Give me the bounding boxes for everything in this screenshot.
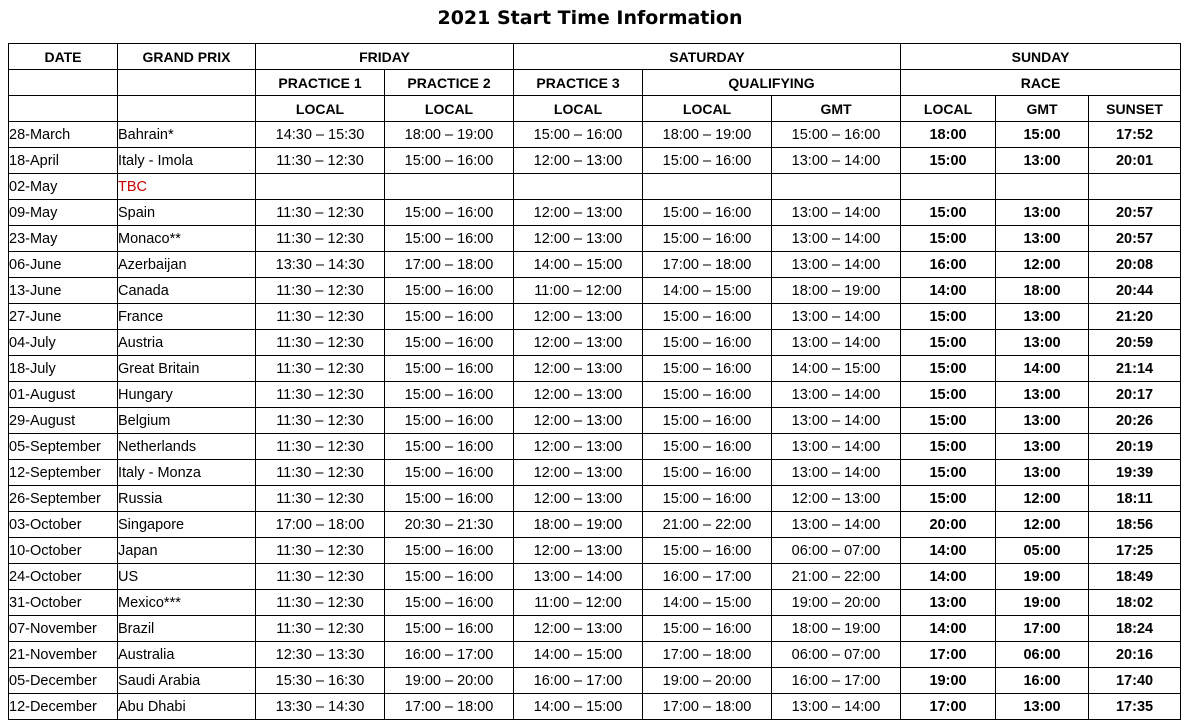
table-row xyxy=(9,434,1181,460)
practice-1-local-cell: 12:30 – 13:30 xyxy=(256,642,385,668)
date-cell: 01-August xyxy=(9,382,118,408)
practice-1-local-cell: 11:30 – 12:30 xyxy=(256,486,385,512)
date-cell: 23-May xyxy=(9,226,118,252)
race-local-cell: 16:00 xyxy=(901,252,996,278)
practice-2-local-cell: 15:00 – 16:00 xyxy=(385,330,514,356)
table-row xyxy=(9,460,1181,486)
header-practice-3: PRACTICE 3 xyxy=(514,70,643,96)
grand-prix-cell: TBC xyxy=(118,174,256,200)
date-cell: 18-April xyxy=(9,148,118,174)
race-gmt-cell: 16:00 xyxy=(996,668,1089,694)
practice-1-local-cell: 11:30 – 12:30 xyxy=(256,564,385,590)
race-local-cell: 17:00 xyxy=(901,642,996,668)
table-row xyxy=(9,512,1181,538)
practice-2-local-cell: 15:00 – 16:00 xyxy=(385,382,514,408)
race-gmt-cell: 13:00 xyxy=(996,226,1089,252)
header-empty xyxy=(118,96,256,122)
sunset-cell: 20:17 xyxy=(1089,382,1181,408)
practice-3-local-cell: 12:00 – 13:00 xyxy=(514,200,643,226)
grand-prix-cell: Italy - Imola xyxy=(118,148,256,174)
practice-1-local-cell: 11:30 – 12:30 xyxy=(256,148,385,174)
race-gmt-cell: 13:00 xyxy=(996,434,1089,460)
qualifying-local-cell: 15:00 – 16:00 xyxy=(643,460,772,486)
table-row xyxy=(9,408,1181,434)
qualifying-gmt-cell: 13:00 – 14:00 xyxy=(772,434,901,460)
qualifying-local-cell: 15:00 – 16:00 xyxy=(643,148,772,174)
qualifying-local-cell: 14:00 – 15:00 xyxy=(643,590,772,616)
practice-1-local-cell: 17:00 – 18:00 xyxy=(256,512,385,538)
race-gmt-cell: 13:00 xyxy=(996,200,1089,226)
grand-prix-cell: Singapore xyxy=(118,512,256,538)
practice-1-local-cell: 11:30 – 12:30 xyxy=(256,278,385,304)
qualifying-local-cell: 15:00 – 16:00 xyxy=(643,434,772,460)
race-local-cell: 15:00 xyxy=(901,304,996,330)
race-gmt-cell: 13:00 xyxy=(996,694,1089,720)
table-row xyxy=(9,200,1181,226)
qualifying-local-cell: 19:00 – 20:00 xyxy=(643,668,772,694)
practice-3-local-cell xyxy=(514,174,643,200)
practice-3-local-cell: 15:00 – 16:00 xyxy=(514,122,643,148)
header-qualifying: QUALIFYING xyxy=(643,70,901,96)
qualifying-local-cell: 16:00 – 17:00 xyxy=(643,564,772,590)
race-gmt-cell: 14:00 xyxy=(996,356,1089,382)
qualifying-local-cell: 14:00 – 15:00 xyxy=(643,278,772,304)
header-local: LOCAL xyxy=(901,96,996,122)
qualifying-gmt-cell: 13:00 – 14:00 xyxy=(772,512,901,538)
practice-3-local-cell: 14:00 – 15:00 xyxy=(514,694,643,720)
header-local: LOCAL xyxy=(385,96,514,122)
header-local: LOCAL xyxy=(643,96,772,122)
practice-3-local-cell: 12:00 – 13:00 xyxy=(514,616,643,642)
grand-prix-cell: Netherlands xyxy=(118,434,256,460)
date-cell: 04-July xyxy=(9,330,118,356)
date-cell: 12-December xyxy=(9,694,118,720)
practice-1-local-cell: 11:30 – 12:30 xyxy=(256,330,385,356)
practice-1-local-cell: 15:30 – 16:30 xyxy=(256,668,385,694)
header-row-zones xyxy=(9,96,1181,122)
date-cell: 06-June xyxy=(9,252,118,278)
practice-1-local-cell: 13:30 – 14:30 xyxy=(256,694,385,720)
practice-2-local-cell: 20:30 – 21:30 xyxy=(385,512,514,538)
race-gmt-cell: 13:00 xyxy=(996,460,1089,486)
table-row xyxy=(9,382,1181,408)
practice-1-local-cell: 11:30 – 12:30 xyxy=(256,356,385,382)
practice-2-local-cell: 15:00 – 16:00 xyxy=(385,460,514,486)
practice-3-local-cell: 12:00 – 13:00 xyxy=(514,330,643,356)
qualifying-gmt-cell: 13:00 – 14:00 xyxy=(772,200,901,226)
race-local-cell: 15:00 xyxy=(901,200,996,226)
sunset-cell: 20:26 xyxy=(1089,408,1181,434)
practice-3-local-cell: 12:00 – 13:00 xyxy=(514,538,643,564)
race-local-cell: 18:00 xyxy=(901,122,996,148)
schedule-table xyxy=(8,43,1181,720)
grand-prix-cell: Canada xyxy=(118,278,256,304)
race-gmt-cell: 12:00 xyxy=(996,512,1089,538)
qualifying-local-cell xyxy=(643,174,772,200)
race-gmt-cell: 12:00 xyxy=(996,486,1089,512)
practice-3-local-cell: 12:00 – 13:00 xyxy=(514,148,643,174)
race-local-cell: 15:00 xyxy=(901,356,996,382)
table-row xyxy=(9,486,1181,512)
practice-1-local-cell: 11:30 – 12:30 xyxy=(256,226,385,252)
race-gmt-cell: 13:00 xyxy=(996,330,1089,356)
race-gmt-cell: 19:00 xyxy=(996,564,1089,590)
grand-prix-cell: Italy - Monza xyxy=(118,460,256,486)
date-cell: 18-July xyxy=(9,356,118,382)
qualifying-gmt-cell: 18:00 – 19:00 xyxy=(772,616,901,642)
race-local-cell: 13:00 xyxy=(901,590,996,616)
header-local: LOCAL xyxy=(514,96,643,122)
practice-2-local-cell: 15:00 – 16:00 xyxy=(385,226,514,252)
qualifying-gmt-cell: 13:00 – 14:00 xyxy=(772,460,901,486)
grand-prix-cell: Australia xyxy=(118,642,256,668)
race-local-cell: 15:00 xyxy=(901,460,996,486)
race-gmt-cell: 12:00 xyxy=(996,252,1089,278)
sunset-cell: 20:44 xyxy=(1089,278,1181,304)
sunset-cell: 17:35 xyxy=(1089,694,1181,720)
practice-3-local-cell: 13:00 – 14:00 xyxy=(514,564,643,590)
qualifying-gmt-cell: 13:00 – 14:00 xyxy=(772,226,901,252)
practice-1-local-cell: 11:30 – 12:30 xyxy=(256,616,385,642)
grand-prix-cell: Great Britain xyxy=(118,356,256,382)
table-row xyxy=(9,252,1181,278)
grand-prix-cell: Abu Dhabi xyxy=(118,694,256,720)
date-cell: 28-March xyxy=(9,122,118,148)
table-row xyxy=(9,226,1181,252)
table-row xyxy=(9,278,1181,304)
race-gmt-cell: 13:00 xyxy=(996,408,1089,434)
header-friday: FRIDAY xyxy=(256,44,514,70)
table-row xyxy=(9,668,1181,694)
race-gmt-cell: 13:00 xyxy=(996,382,1089,408)
date-cell: 03-October xyxy=(9,512,118,538)
qualifying-local-cell: 17:00 – 18:00 xyxy=(643,252,772,278)
race-local-cell xyxy=(901,174,996,200)
grand-prix-cell: Bahrain* xyxy=(118,122,256,148)
practice-2-local-cell: 16:00 – 17:00 xyxy=(385,642,514,668)
date-cell: 24-October xyxy=(9,564,118,590)
date-cell: 31-October xyxy=(9,590,118,616)
qualifying-gmt-cell: 13:00 – 14:00 xyxy=(772,382,901,408)
sunset-cell: 18:56 xyxy=(1089,512,1181,538)
practice-1-local-cell: 11:30 – 12:30 xyxy=(256,538,385,564)
date-cell: 05-December xyxy=(9,668,118,694)
practice-3-local-cell: 14:00 – 15:00 xyxy=(514,642,643,668)
table-row xyxy=(9,590,1181,616)
qualifying-gmt-cell: 18:00 – 19:00 xyxy=(772,278,901,304)
practice-1-local-cell: 11:30 – 12:30 xyxy=(256,460,385,486)
header-gmt: GMT xyxy=(996,96,1089,122)
race-local-cell: 14:00 xyxy=(901,538,996,564)
practice-2-local-cell: 17:00 – 18:00 xyxy=(385,252,514,278)
grand-prix-cell: Azerbaijan xyxy=(118,252,256,278)
date-cell: 27-June xyxy=(9,304,118,330)
table-row xyxy=(9,694,1181,720)
race-local-cell: 20:00 xyxy=(901,512,996,538)
practice-3-local-cell: 12:00 – 13:00 xyxy=(514,382,643,408)
date-cell: 09-May xyxy=(9,200,118,226)
date-cell: 26-September xyxy=(9,486,118,512)
sunset-cell: 21:20 xyxy=(1089,304,1181,330)
sunset-cell xyxy=(1089,174,1181,200)
table-row xyxy=(9,174,1181,200)
race-gmt-cell: 17:00 xyxy=(996,616,1089,642)
qualifying-gmt-cell: 21:00 – 22:00 xyxy=(772,564,901,590)
header-empty xyxy=(9,96,118,122)
sunset-cell: 20:19 xyxy=(1089,434,1181,460)
grand-prix-cell: Austria xyxy=(118,330,256,356)
table-row xyxy=(9,122,1181,148)
race-local-cell: 17:00 xyxy=(901,694,996,720)
schedule-body xyxy=(9,122,1181,720)
qualifying-gmt-cell xyxy=(772,174,901,200)
qualifying-gmt-cell: 06:00 – 07:00 xyxy=(772,538,901,564)
practice-3-local-cell: 12:00 – 13:00 xyxy=(514,434,643,460)
race-gmt-cell: 13:00 xyxy=(996,148,1089,174)
header-local: LOCAL xyxy=(256,96,385,122)
table-row xyxy=(9,356,1181,382)
date-cell: 13-June xyxy=(9,278,118,304)
practice-2-local-cell: 15:00 – 16:00 xyxy=(385,538,514,564)
practice-1-local-cell: 11:30 – 12:30 xyxy=(256,200,385,226)
header-race: RACE xyxy=(901,70,1181,96)
race-gmt-cell xyxy=(996,174,1089,200)
qualifying-local-cell: 15:00 – 16:00 xyxy=(643,226,772,252)
practice-1-local-cell: 14:30 – 15:30 xyxy=(256,122,385,148)
sunset-cell: 17:25 xyxy=(1089,538,1181,564)
practice-2-local-cell: 15:00 – 16:00 xyxy=(385,564,514,590)
grand-prix-cell: Saudi Arabia xyxy=(118,668,256,694)
practice-2-local-cell: 19:00 – 20:00 xyxy=(385,668,514,694)
practice-2-local-cell: 15:00 – 16:00 xyxy=(385,590,514,616)
qualifying-gmt-cell: 13:00 – 14:00 xyxy=(772,252,901,278)
sunset-cell: 18:24 xyxy=(1089,616,1181,642)
date-cell: 07-November xyxy=(9,616,118,642)
date-cell: 21-November xyxy=(9,642,118,668)
qualifying-local-cell: 15:00 – 16:00 xyxy=(643,382,772,408)
header-empty xyxy=(118,70,256,96)
practice-1-local-cell: 11:30 – 12:30 xyxy=(256,434,385,460)
practice-2-local-cell: 18:00 – 19:00 xyxy=(385,122,514,148)
race-local-cell: 14:00 xyxy=(901,616,996,642)
practice-3-local-cell: 12:00 – 13:00 xyxy=(514,460,643,486)
practice-2-local-cell: 15:00 – 16:00 xyxy=(385,304,514,330)
grand-prix-cell: Brazil xyxy=(118,616,256,642)
qualifying-gmt-cell: 16:00 – 17:00 xyxy=(772,668,901,694)
header-saturday: SATURDAY xyxy=(514,44,901,70)
qualifying-local-cell: 15:00 – 16:00 xyxy=(643,616,772,642)
qualifying-gmt-cell: 06:00 – 07:00 xyxy=(772,642,901,668)
practice-2-local-cell: 15:00 – 16:00 xyxy=(385,148,514,174)
practice-2-local-cell: 15:00 – 16:00 xyxy=(385,434,514,460)
header-empty xyxy=(9,70,118,96)
practice-3-local-cell: 12:00 – 13:00 xyxy=(514,486,643,512)
practice-1-local-cell xyxy=(256,174,385,200)
grand-prix-cell: France xyxy=(118,304,256,330)
race-gmt-cell: 05:00 xyxy=(996,538,1089,564)
date-cell: 05-September xyxy=(9,434,118,460)
sunset-cell: 20:08 xyxy=(1089,252,1181,278)
race-local-cell: 15:00 xyxy=(901,434,996,460)
race-local-cell: 15:00 xyxy=(901,408,996,434)
table-row xyxy=(9,642,1181,668)
race-gmt-cell: 18:00 xyxy=(996,278,1089,304)
qualifying-local-cell: 15:00 – 16:00 xyxy=(643,538,772,564)
practice-1-local-cell: 13:30 – 14:30 xyxy=(256,252,385,278)
sunset-cell: 18:11 xyxy=(1089,486,1181,512)
race-local-cell: 14:00 xyxy=(901,564,996,590)
practice-3-local-cell: 16:00 – 17:00 xyxy=(514,668,643,694)
qualifying-local-cell: 15:00 – 16:00 xyxy=(643,486,772,512)
date-cell: 29-August xyxy=(9,408,118,434)
table-row xyxy=(9,616,1181,642)
race-local-cell: 19:00 xyxy=(901,668,996,694)
race-local-cell: 15:00 xyxy=(901,382,996,408)
sunset-cell: 17:52 xyxy=(1089,122,1181,148)
table-row xyxy=(9,304,1181,330)
practice-2-local-cell: 15:00 – 16:00 xyxy=(385,486,514,512)
practice-3-local-cell: 12:00 – 13:00 xyxy=(514,408,643,434)
header-sunset: SUNSET xyxy=(1089,96,1181,122)
qualifying-gmt-cell: 12:00 – 13:00 xyxy=(772,486,901,512)
practice-3-local-cell: 11:00 – 12:00 xyxy=(514,590,643,616)
practice-3-local-cell: 11:00 – 12:00 xyxy=(514,278,643,304)
header-practice-2: PRACTICE 2 xyxy=(385,70,514,96)
header-date: DATE xyxy=(9,44,118,70)
date-cell: 10-October xyxy=(9,538,118,564)
qualifying-local-cell: 21:00 – 22:00 xyxy=(643,512,772,538)
practice-1-local-cell: 11:30 – 12:30 xyxy=(256,304,385,330)
race-local-cell: 15:00 xyxy=(901,226,996,252)
qualifying-gmt-cell: 13:00 – 14:00 xyxy=(772,330,901,356)
qualifying-gmt-cell: 15:00 – 16:00 xyxy=(772,122,901,148)
race-gmt-cell: 15:00 xyxy=(996,122,1089,148)
race-local-cell: 15:00 xyxy=(901,148,996,174)
header-practice-1: PRACTICE 1 xyxy=(256,70,385,96)
practice-2-local-cell: 15:00 – 16:00 xyxy=(385,616,514,642)
date-cell: 12-September xyxy=(9,460,118,486)
race-local-cell: 15:00 xyxy=(901,486,996,512)
practice-1-local-cell: 11:30 – 12:30 xyxy=(256,590,385,616)
practice-2-local-cell: 15:00 – 16:00 xyxy=(385,278,514,304)
practice-2-local-cell: 15:00 – 16:00 xyxy=(385,408,514,434)
table-row xyxy=(9,538,1181,564)
qualifying-gmt-cell: 13:00 – 14:00 xyxy=(772,148,901,174)
header-grand-prix: GRAND PRIX xyxy=(118,44,256,70)
race-local-cell: 14:00 xyxy=(901,278,996,304)
sunset-cell: 18:49 xyxy=(1089,564,1181,590)
qualifying-gmt-cell: 19:00 – 20:00 xyxy=(772,590,901,616)
grand-prix-cell: US xyxy=(118,564,256,590)
practice-2-local-cell: 17:00 – 18:00 xyxy=(385,694,514,720)
qualifying-gmt-cell: 13:00 – 14:00 xyxy=(772,304,901,330)
header-gmt: GMT xyxy=(772,96,901,122)
practice-2-local-cell: 15:00 – 16:00 xyxy=(385,200,514,226)
header-sunday: SUNDAY xyxy=(901,44,1181,70)
sunset-cell: 19:39 xyxy=(1089,460,1181,486)
header-row-days xyxy=(9,44,1181,70)
header-row-sessions xyxy=(9,70,1181,96)
race-gmt-cell: 13:00 xyxy=(996,304,1089,330)
sunset-cell: 21:14 xyxy=(1089,356,1181,382)
date-cell: 02-May xyxy=(9,174,118,200)
grand-prix-cell: Spain xyxy=(118,200,256,226)
qualifying-local-cell: 15:00 – 16:00 xyxy=(643,330,772,356)
grand-prix-cell: Hungary xyxy=(118,382,256,408)
practice-1-local-cell: 11:30 – 12:30 xyxy=(256,382,385,408)
sunset-cell: 20:16 xyxy=(1089,642,1181,668)
qualifying-local-cell: 15:00 – 16:00 xyxy=(643,356,772,382)
qualifying-local-cell: 17:00 – 18:00 xyxy=(643,694,772,720)
practice-3-local-cell: 12:00 – 13:00 xyxy=(514,304,643,330)
sunset-cell: 20:59 xyxy=(1089,330,1181,356)
sunset-cell: 20:57 xyxy=(1089,226,1181,252)
race-gmt-cell: 19:00 xyxy=(996,590,1089,616)
sunset-cell: 18:02 xyxy=(1089,590,1181,616)
practice-2-local-cell xyxy=(385,174,514,200)
practice-3-local-cell: 12:00 – 13:00 xyxy=(514,356,643,382)
table-row xyxy=(9,148,1181,174)
qualifying-local-cell: 18:00 – 19:00 xyxy=(643,122,772,148)
grand-prix-cell: Russia xyxy=(118,486,256,512)
qualifying-gmt-cell: 13:00 – 14:00 xyxy=(772,694,901,720)
race-gmt-cell: 06:00 xyxy=(996,642,1089,668)
practice-3-local-cell: 18:00 – 19:00 xyxy=(514,512,643,538)
table-row xyxy=(9,330,1181,356)
table-row xyxy=(9,564,1181,590)
practice-1-local-cell: 11:30 – 12:30 xyxy=(256,408,385,434)
grand-prix-cell: Belgium xyxy=(118,408,256,434)
sunset-cell: 17:40 xyxy=(1089,668,1181,694)
practice-3-local-cell: 12:00 – 13:00 xyxy=(514,226,643,252)
sunset-cell: 20:01 xyxy=(1089,148,1181,174)
sunset-cell: 20:57 xyxy=(1089,200,1181,226)
practice-2-local-cell: 15:00 – 16:00 xyxy=(385,356,514,382)
qualifying-local-cell: 15:00 – 16:00 xyxy=(643,200,772,226)
grand-prix-cell: Monaco** xyxy=(118,226,256,252)
page-title: 2021 Start Time Information xyxy=(437,7,743,29)
qualifying-local-cell: 15:00 – 16:00 xyxy=(643,408,772,434)
practice-3-local-cell: 14:00 – 15:00 xyxy=(514,252,643,278)
qualifying-local-cell: 15:00 – 16:00 xyxy=(643,304,772,330)
qualifying-gmt-cell: 14:00 – 15:00 xyxy=(772,356,901,382)
race-local-cell: 15:00 xyxy=(901,330,996,356)
grand-prix-cell: Mexico*** xyxy=(118,590,256,616)
qualifying-local-cell: 17:00 – 18:00 xyxy=(643,642,772,668)
qualifying-gmt-cell: 13:00 – 14:00 xyxy=(772,408,901,434)
grand-prix-cell: Japan xyxy=(118,538,256,564)
